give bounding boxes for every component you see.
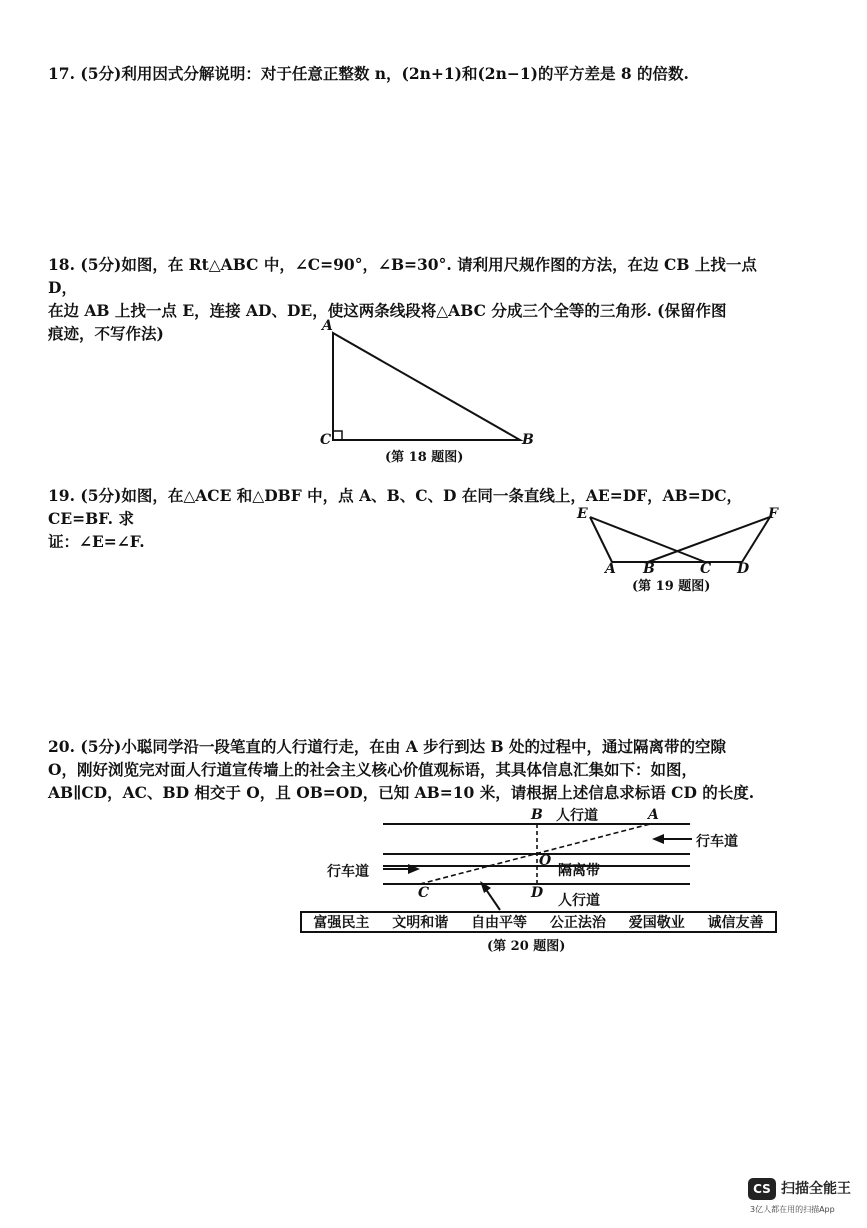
point-c19-label: C (700, 561, 712, 577)
point-f-label: F (768, 506, 778, 522)
figure-18-caption: (第 18 题图) (385, 450, 464, 465)
point-d20-label: D (531, 885, 544, 901)
slogan-item: 文明和谐 (392, 915, 449, 931)
slogan-item: 公正法治 (549, 915, 606, 931)
question-18-line-3: 痕迹，不写作法) (48, 324, 164, 343)
point-b19-label: B (643, 561, 655, 577)
question-18-line-2: 在边 AB 上找一点 E，连接 AD、DE，使这两条线段将△ABC 分成三个全等的三角形. (保留作图 (48, 301, 727, 320)
figure-19-caption: (第 19 题图) (632, 579, 711, 594)
slogan-item: 富强民主 (313, 915, 370, 931)
road-right-label: 行车道 (696, 834, 738, 850)
question-19-line-2: 证：∠E=∠F. (48, 532, 145, 551)
point-a20-label: A (648, 807, 659, 823)
question-18-line-1: 18. (5分)如图，在 Rt△ABC 中，∠C=90°，∠B=30°. 请利用尺规作图的方法，在边 CB 上找一点 D， (48, 255, 757, 297)
point-e-label: E (577, 506, 588, 522)
figure-20-caption: (第 20 题图) (487, 939, 566, 954)
point-o-label: O (539, 853, 552, 869)
question-20-line-2: O，刚好浏览完对面人行道宣传墙上的社会主义核心价值观标语，其具体信息汇集如下：如图， (48, 760, 698, 779)
point-b-label: B (522, 432, 534, 448)
slogan-item: 诚信友善 (707, 915, 764, 931)
slogan-item: 爱国敬业 (628, 915, 685, 931)
slogan-banner (300, 911, 777, 933)
question-20-line-1: 20. (5分)小聪同学沿一段笔直的人行道行走，在由 A 步行到达 B 处的过程中，通过隔离带的空隙 (48, 737, 727, 756)
scanner-app-tagline: 3亿人都在用的扫描App (750, 1205, 835, 1214)
point-a19-label: A (605, 561, 616, 577)
scanner-logo-icon: CS (748, 1178, 776, 1200)
sidewalk-top-label: 人行道 (556, 808, 598, 824)
question-17-text: 17. (5分)利用因式分解说明：对于任意正整数 n，(2n+1)和(2n−1)的平方差是 8 的倍数. (48, 64, 689, 83)
point-c20-label: C (418, 885, 430, 901)
point-b20-label: B (531, 807, 543, 823)
slogan-item: 自由平等 (471, 915, 528, 931)
point-a-label: A (322, 318, 333, 334)
question-20-line-3: AB∥CD，AC、BD 相交于 O，且 OB=OD，已知 AB=10 米，请根据上述信息求标语 CD 的长度. (48, 783, 755, 802)
point-d19-label: D (737, 561, 750, 577)
sidewalk-bottom-label: 人行道 (558, 893, 600, 909)
point-c-label: C (320, 432, 332, 448)
scanner-app-name: 扫描全能王 (781, 1181, 851, 1197)
road-left-label: 行车道 (327, 864, 369, 880)
question-19-line-1: 19. (5分)如图，在△ACE 和△DBF 中，点 A、B、C、D 在同一条直线上，AE=DF，AB=DC，CE=BF. 求 (48, 486, 743, 528)
median-label: 隔离带 (558, 863, 600, 879)
